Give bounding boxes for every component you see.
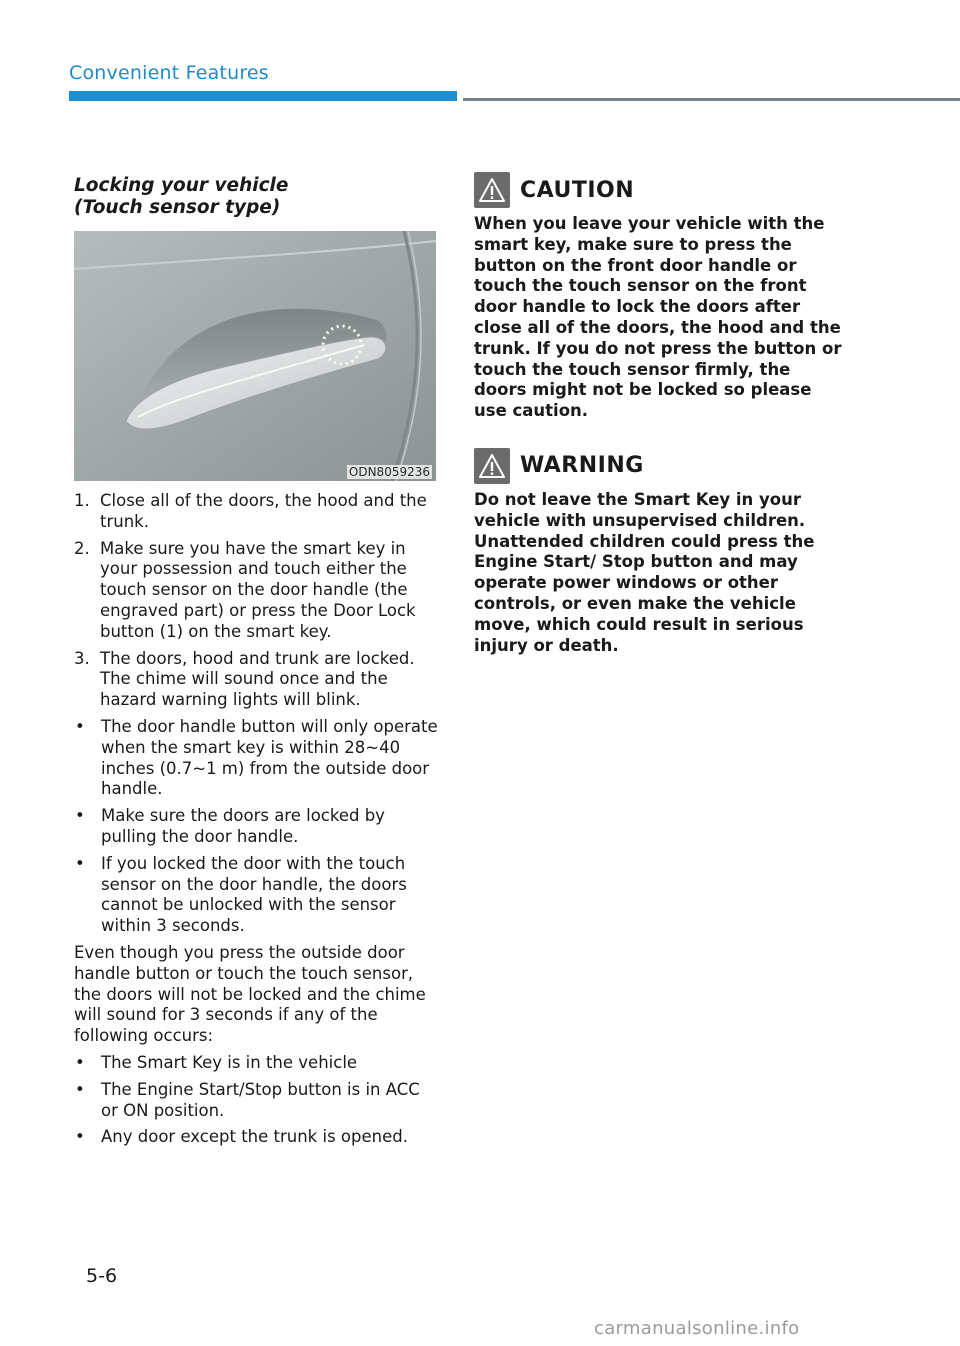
caution-header bbox=[474, 172, 844, 208]
caution-title: CAUTION bbox=[520, 177, 635, 203]
step-text: The doors, hood and trunk are locked. The chime will sound once and the hazard warning lights will blink. bbox=[100, 648, 415, 710]
caution-text: When you leave your vehicle with the smart key, make sure to press the button on the front door handle or touch the touch sensor on the front door handle to lock the doors after close all of the doors, the hood and the trunk. If you do not press the button or touch the touch sensor firmly, the doors might not be locked so please use caution. bbox=[474, 214, 842, 421]
note-text: If you locked the door with the touch sensor on the door handle, the doors cannot be unlocked with the sensor within 3 seconds. bbox=[101, 853, 407, 936]
bullet-icon: • bbox=[75, 716, 85, 736]
door-handle-illustration bbox=[74, 231, 436, 481]
note-item bbox=[74, 717, 439, 800]
step-item bbox=[74, 539, 439, 643]
figure-code: ODN8059236 bbox=[348, 465, 430, 479]
bullet-icon: • bbox=[75, 806, 85, 826]
watermark: carmanualsonline.info bbox=[594, 1318, 800, 1339]
step-item bbox=[74, 649, 439, 711]
condition-text: The Smart Key is in the vehicle bbox=[101, 1052, 358, 1072]
notes-list bbox=[74, 717, 439, 937]
warning-triangle-icon bbox=[474, 172, 510, 208]
note-text: Make sure the doors are locked by pulling the door handle. bbox=[101, 806, 385, 846]
bullet-icon: • bbox=[75, 853, 85, 873]
section-heading bbox=[74, 175, 439, 219]
conditions-list bbox=[74, 1053, 439, 1148]
condition-item bbox=[74, 1127, 439, 1148]
section-heading-line2: (Touch sensor type) bbox=[74, 197, 281, 218]
section-heading-line1: Locking your vehicle bbox=[74, 175, 289, 196]
header-rule-gray bbox=[463, 98, 960, 101]
step-number: 3. bbox=[74, 648, 90, 668]
step-text: Close all of the doors, the hood and the trunk. bbox=[100, 491, 427, 531]
condition-text: Any door except the trunk is opened. bbox=[101, 1127, 408, 1147]
bullet-icon: • bbox=[75, 1052, 85, 1072]
header-rule-blue bbox=[69, 91, 457, 101]
condition-text: The Engine Start/Stop button is in ACC or ON position. bbox=[101, 1079, 420, 1120]
right-column bbox=[474, 172, 844, 682]
steps-list bbox=[74, 491, 439, 711]
warning-text: Do not leave the Smart Key in your vehicle with unsupervised children. Unattended children could press the Engine Start/ Stop button and may operate power windows or other controls, or even make the vehicle move, which could result in serious injury or death. bbox=[474, 489, 815, 655]
condition-item bbox=[74, 1080, 439, 1122]
chapter-title: Convenient Features bbox=[69, 62, 269, 84]
warning-box bbox=[474, 448, 844, 656]
caution-box bbox=[474, 172, 844, 422]
left-column bbox=[74, 175, 439, 1154]
bullet-icon: • bbox=[75, 1079, 85, 1099]
note-text: The door handle button will only operate when the smart key is within 28~40 inches (0.7~1 m) from the outside door handle. bbox=[101, 716, 438, 799]
note-item bbox=[74, 854, 439, 937]
bullet-icon: • bbox=[75, 1127, 85, 1147]
step-item bbox=[74, 491, 439, 533]
warning-title: WARNING bbox=[520, 453, 644, 479]
door-handle-figure bbox=[74, 231, 436, 481]
conditions-intro: Even though you press the outside door handle button or touch the touch sensor, the doors will not be locked and the chime will sound for 3 seconds if any of the following occurs: bbox=[74, 942, 426, 1046]
step-text: Make sure you have the smart key in your possession and touch either the touch sensor on the door handle (the engraved part) or press the Door Lock button (1) on the smart key. bbox=[100, 538, 416, 641]
condition-item bbox=[74, 1053, 439, 1074]
warning-header bbox=[474, 448, 844, 484]
step-number: 2. bbox=[74, 538, 90, 558]
note-item bbox=[74, 806, 439, 848]
page-number: 5-6 bbox=[86, 1265, 118, 1287]
warning-triangle-icon bbox=[474, 448, 510, 484]
step-number: 1. bbox=[74, 491, 90, 510]
